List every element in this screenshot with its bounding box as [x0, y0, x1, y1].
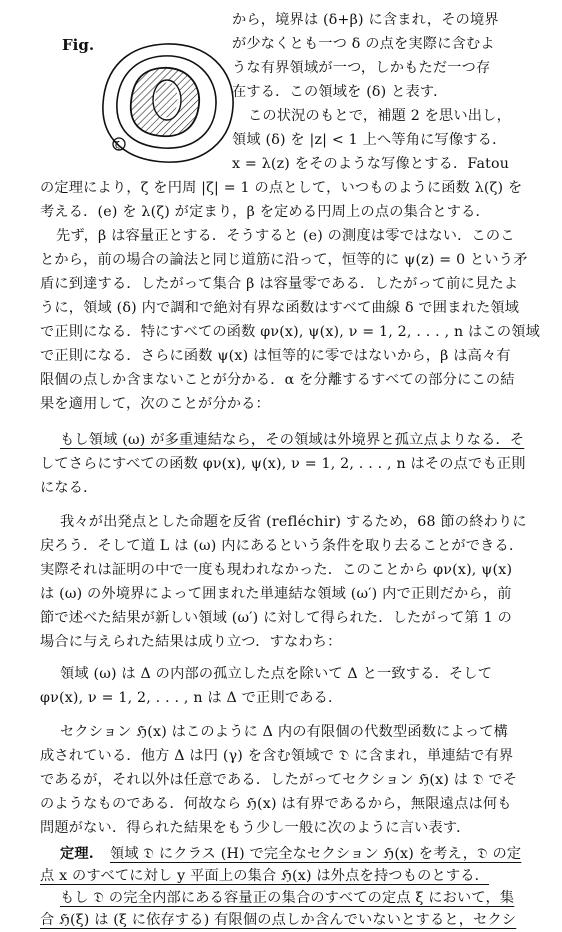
- text-line: うに，領域 (δ) 内で調和で絶対有界な函数はすべて曲線 δ で囲まれた領域: [40, 300, 520, 316]
- text-line: 我々が出発点とした命題を反省 (refléchir) するため，68 節の終わりに: [60, 514, 527, 530]
- statement-line: 領域 (ω) は Δ の内部の孤立した点を除いて Δ と一致する．そして: [60, 666, 493, 682]
- text-line: のようなものである．何故なら ℌ(x) は有界であるから，無限遠点は何も: [40, 796, 512, 812]
- text-line: うな有界領域が一つ，しかもただ一つ存: [232, 60, 491, 76]
- figure-label: Fig.: [62, 36, 95, 54]
- text-line: 盾に到達する．したがって集合 β は容量零である．したがって前に見たよ: [40, 276, 519, 292]
- text-line: 果を適用して，次のことが分かる：: [40, 396, 270, 412]
- text-line: が少なくとも一つ δ の点を実際に含むよ: [232, 36, 495, 52]
- proposition-line: してさらにすべての函数 φν(x), ψ(x), ν = 1, 2, . . . , n はその点でも正則: [40, 456, 526, 472]
- text-line: 節で述べた結果が新しい領域 (ω′) に対して得られた．したがって第 1 の: [40, 610, 512, 626]
- theorem-line: 領域 𝔇 にクラス (H) で完全なセクション ℌ(x) を考え，𝔇 の定: [110, 846, 522, 862]
- text-line: 先ず，β は容量正とする．そうすると (e) の測度は零ではない．このこ: [56, 228, 515, 244]
- text-line: 実際それは証明の中で一度も現われなかった．このことから φν(x), ψ(x): [40, 562, 513, 578]
- text-line: 考える．(e) を λ(ζ) が定まり，β を定める円周上の点の集合とする．: [40, 204, 490, 220]
- theorem-line: もし 𝔇 の完全内部にある容量正の集合のすべての定点 ξ において，集: [60, 890, 515, 906]
- text-line: は (ω) の外境界によって囲まれた単連結な領域 (ω′) 内で正則だから，前: [40, 586, 512, 602]
- text-line: この状況のもとで，補題 2 を思い出し，: [248, 108, 511, 124]
- proposition-line: もし領域 (ω) が多重連結なら，その領域は外境界と孤立点よりなる．そ: [60, 432, 525, 448]
- text-line: 限個の点しか含まないことが分かる．α を分離するすべての部分にこの結: [40, 372, 515, 388]
- figure-inner-label: ζ: [115, 141, 120, 151]
- inner-island-hatch: [155, 83, 178, 118]
- text-line: セクション ℌ(x) はこのように Δ 内の有限個の代数型函数によって構: [60, 724, 509, 740]
- text-line: で正則になる．特にすべての函数 φν(x), ψ(x), ν = 1, 2, . . . , n はこの領域: [40, 324, 540, 340]
- figure-diagram: [95, 40, 245, 168]
- text-line: 場合に与えられた結果は成り立つ．すなわち：: [40, 634, 342, 650]
- text-line: 領域 (δ) を |z| < 1 上へ等角に写像する．: [232, 132, 507, 148]
- theorem-line: 合 ℌ(ξ) は (ξ に依存する) 有限個の点しか含んでいないとすると，セクシ: [40, 912, 517, 928]
- text-line: 問題がない．得られた結果をもう少し一般に次のように言い表す．: [40, 820, 471, 836]
- statement-line: φν(x), ν = 1, 2, . . . , n は Δ で正則である．: [40, 690, 343, 706]
- text-line: とから，前の場合の論法と同じ道筋に沿って，恒等的に ψ(z) = 0 という矛: [40, 252, 528, 268]
- proposition-line: になる．: [40, 480, 98, 496]
- theorem-heading: 定理.: [60, 846, 94, 862]
- text-line: x = λ(z) をそのような写像とする．Fatou: [232, 156, 510, 172]
- theorem-line: 点 x のすべてに対し y 平面上の集合 ℌ(x) は外点を持つものとする．: [40, 868, 490, 884]
- text-line: から，境界は (δ+β) に含まれ，その境界: [232, 12, 499, 28]
- text-line: 戻ろう．そして道 L は (ω) 内にあるという条件を取り去ることができる．: [40, 538, 524, 554]
- text-line: で正則になる．さらに函数 ψ(x) は恒等的に零ではないから，β は高々有: [40, 348, 511, 364]
- text-line: 成されている．他方 Δ は円 (γ) を含む領域で 𝔇 に含まれ，単連結で有界: [40, 748, 514, 764]
- text-line: の定理により，ζ を円周 |ζ| = 1 の点として，いつものように函数 λ(ζ) を: [40, 180, 523, 196]
- text-line: 在する．この領域を (δ) と表す．: [232, 84, 448, 100]
- text-line: であるが，それ以外は任意である．したがってセクション ℌ(x) は 𝔇 でそ: [40, 772, 518, 788]
